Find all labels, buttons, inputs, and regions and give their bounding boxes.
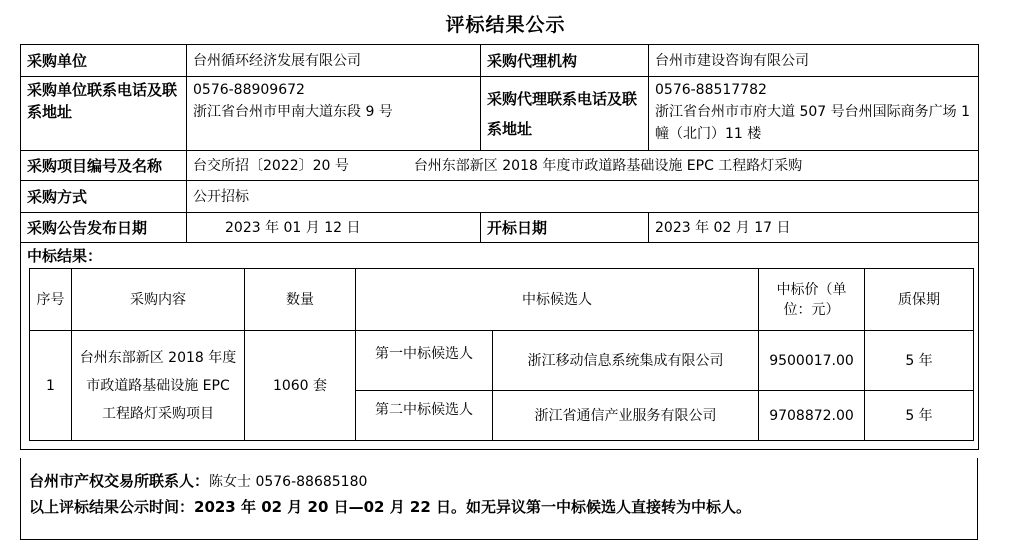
candidate-warranty: 5 年	[865, 391, 974, 441]
contact-line	[29, 470, 367, 491]
purchaser-address: 浙江省台州市甲南大道东段 9 号	[193, 104, 393, 120]
result-table	[29, 268, 974, 441]
agency-label: 采购代理机构	[481, 45, 649, 77]
notice-date-label: 采购公告发布日期	[21, 213, 187, 243]
item-qty: 1060 套	[245, 331, 356, 441]
candidate-name: 浙江省通信产业服务有限公司	[493, 391, 759, 441]
candidate-rank: 第一中标候选人	[356, 331, 493, 391]
header-candidate: 中标候选人	[356, 269, 759, 331]
method-label: 采购方式	[21, 181, 187, 213]
candidate-warranty: 5 年	[865, 331, 974, 391]
agency-phone: 0576-88517782	[655, 82, 767, 98]
contact-value: 陈女士 0576-88685180	[209, 474, 368, 490]
page-title: 评标结果公示	[445, 14, 566, 36]
contact-label: 台州市产权交易所联系人：	[29, 472, 210, 490]
purchaser-contact-label: 采购单位联系电话及联系地址	[21, 77, 187, 151]
project-label: 采购项目编号及名称	[21, 151, 187, 181]
open-date-value: 2023 年 02 月 17 日	[649, 213, 979, 243]
agency-contact-value	[649, 77, 979, 151]
result-section	[21, 243, 979, 450]
open-date-label: 开标日期	[481, 213, 649, 243]
notice-date-value: 2023 年 01 月 12 日	[187, 213, 481, 243]
purchaser-label: 采购单位	[21, 45, 187, 77]
header-content: 采购内容	[72, 269, 245, 331]
info-table	[20, 44, 979, 450]
candidate-rank: 第二中标候选人	[356, 391, 493, 441]
project-name: 台州东部新区 2018 年度市政道路基础设施 EPC 工程路灯采购	[413, 157, 803, 174]
purchaser-contact-value	[187, 77, 481, 151]
candidate-price: 9708872.00	[759, 391, 865, 441]
item-no: 1	[30, 331, 72, 441]
purchaser-value: 台州循环经济发展有限公司	[187, 45, 481, 77]
candidate-price: 9500017.00	[759, 331, 865, 391]
candidate-name: 浙江移动信息系统集成有限公司	[493, 331, 759, 391]
header-price: 中标价（单位：元）	[759, 269, 865, 331]
agency-address: 浙江省台州市市府大道 507 号台州国际商务广场 1 幢（北门）11 楼	[655, 104, 970, 142]
header-no: 序号	[30, 269, 72, 331]
notice-line: 以上评标结果公示时间：2023 年 02 月 20 日—02 月 22 日。如无异议第一中标候选人直接转为中标人。	[29, 498, 752, 516]
agency-value: 台州市建设咨询有限公司	[649, 45, 979, 77]
item-content: 台州东部新区 2018 年度市政道路基础设施 EPC 工程路灯采购项目	[72, 331, 245, 441]
agency-contact-label: 采购代理联系电话及联系地址	[481, 77, 649, 151]
method-value: 公开招标	[187, 181, 979, 213]
project-number: 台交所招〔2022〕20 号	[193, 157, 349, 174]
header-qty: 数量	[245, 269, 356, 331]
header-warranty: 质保期	[865, 269, 974, 331]
purchaser-phone: 0576-88909672	[193, 82, 305, 98]
footer	[20, 458, 978, 540]
project-value	[187, 151, 979, 181]
result-heading: 中标结果：	[27, 247, 103, 265]
